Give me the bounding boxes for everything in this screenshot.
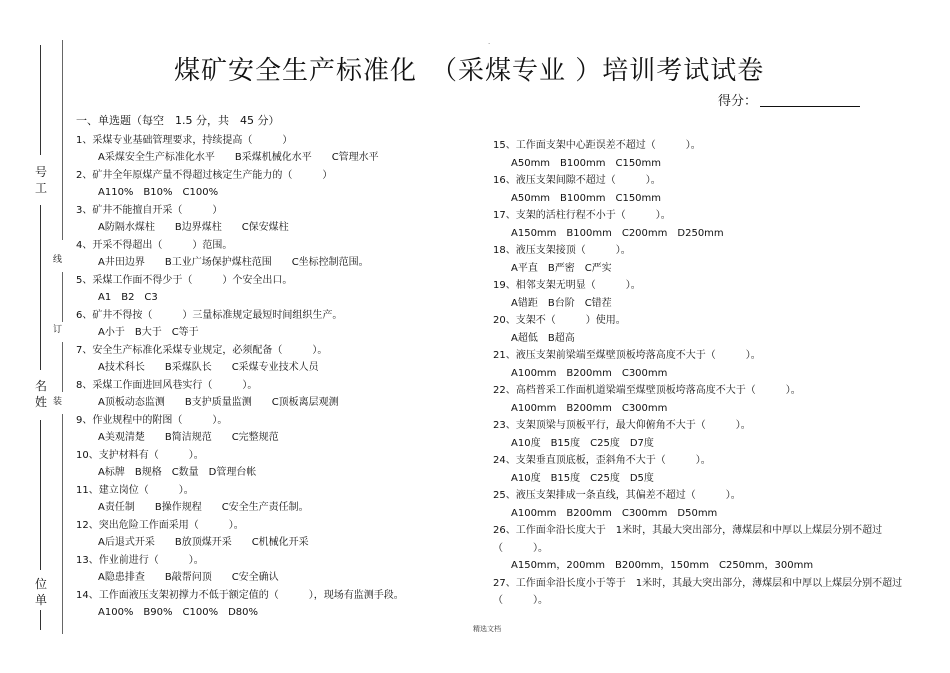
question-options: A10度 B15度 C25度 D7度 [511,437,654,449]
cut-line [62,40,63,240]
binding-line [40,45,41,155]
question-options: A1 B2 C3 [98,292,158,303]
question-options: A防隔水煤柱 B边界煤柱 C保安煤柱 [98,222,289,233]
question-options: A150mm B100mm C200mm D250mm [511,227,724,239]
binding-margin [0,0,70,673]
question-options: A采煤安全生产标准化水平 B采煤机械化水平 C管理水平 [98,152,379,163]
question-options: A隐患排查 B敲帮问顶 C安全确认 [98,572,279,583]
question-text: 21、液压支架前梁端至煤壁顶板垮落高度不大于（ ）。 [493,350,761,361]
question-text: 25、液压支架排成一条直线，其偏差不超过（ ）。 [493,490,741,501]
question-options: A超低 B超高 [511,332,575,344]
score-label: 得分： [718,94,758,109]
question-text: 11、建立岗位（ ）。 [76,484,194,496]
question-list-right [493,137,913,610]
question-text: 19、相邻支架无明显（ ）。 [493,280,641,291]
question-options: A110% B10% C100% [98,187,219,198]
question-options: A标牌 B规格 C数量 D管理台帐 [98,467,257,478]
ding-mark: 订 [53,325,63,335]
question-options: A10度 B15度 C25度 D5度 [511,472,654,484]
question-text: 26、工作面伞沿长度大于 1米时，其最大突出部分，薄煤层和中厚以上煤层分别不超过（ ）。 [493,525,883,554]
question-text: 27、工作面伞沿长度小于等于 1米时，其最大突出部分，薄煤层和中厚以上煤层分别不超过（ ）。 [493,577,903,606]
question-options: A美观清楚 B简洁规范 C完整规范 [98,432,279,443]
question-text: 2、矿井全年原煤产量不得超过核定生产能力的（ ） [76,169,333,181]
left-column [76,112,476,622]
page-dot: . [488,38,491,46]
question-text: 13、作业前进行（ ）。 [76,554,204,566]
question-text: 17、支架的活柱行程不小于（ ）。 [493,210,671,221]
zhuang-mark: 装 [53,397,63,407]
question-text: 14、工作面液压支架初撑力不低于额定值的（ ），现场有监测手段。 [76,589,404,601]
cut-line [62,342,63,392]
question-options: A50mm B100mm C150mm [511,157,662,169]
question-text: 15、工作面支架中心距误差不超过（ ）。 [493,140,701,151]
cut-line [62,272,63,322]
cut-line [62,414,63,634]
xian-mark: 线 [53,255,63,265]
question-options: A150mm，200mm B200mm，150mm C250mm，300mm [511,560,814,571]
binding-line [40,205,41,370]
question-text: 9、作业规程中的附图（ ）。 [76,414,228,426]
binding-line [40,610,41,630]
unit-label: 位单 [34,577,47,607]
score-blank-line [760,106,860,107]
question-text: 3、矿井不能擅自开采（ ） [76,204,223,216]
question-options: A井田边界 B工业广场保护煤柱范围 C坐标控制范围。 [98,257,369,268]
question-options: A100mm B200mm C300mm [511,367,668,379]
question-options: A平直 B严密 C严实 [511,262,612,274]
question-options: A100mm B200mm C300mm [511,402,668,414]
question-text: 7、安全生产标准化采煤专业规定，必须配备（ ）。 [76,344,328,356]
question-text: 23、支架顶梁与顶板平行，最大仰俯角不大于（ ）。 [493,420,751,431]
question-text: 1、采煤专业基础管理要求，持续提高（ ） [76,134,293,146]
section-title: 一、单选题（每空 1.5 分，共 45 分） [76,114,280,127]
question-options: A50mm B100mm C150mm [511,192,662,204]
question-options: A小于 B大于 C等于 [98,327,199,338]
question-text: 18、液压支架接顶（ ）。 [493,245,631,256]
binding-line [40,420,41,570]
question-text: 22、高档普采工作面机道梁端至煤壁顶板垮落高度不大于（ ）。 [493,385,801,396]
name-label: 名姓 [34,379,47,409]
question-text: 6、矿井不得按（ ）三量标准规定最短时间组织生产。 [76,309,343,321]
question-text: 24、支架垂直顶底板，歪斜角不大于（ ）。 [493,455,711,466]
footer-note: 精选文档 [473,625,501,633]
worker-id-label: 号工 [34,165,47,195]
question-list-left [76,132,476,622]
page-title: 煤矿安全生产标准化 （采煤专业 ）培训考试试卷 [174,56,765,86]
question-options: A100mm B200mm C300mm D50mm [511,507,718,519]
question-options: A错距 B台阶 C错茬 [511,297,612,309]
question-text: 4、开采不得超出（ ）范围。 [76,239,233,251]
question-text: 5、采煤工作面不得少于（ ）个安全出口。 [76,274,293,286]
question-options: A后退式开采 B放顶煤开采 C机械化开采 [98,537,309,548]
question-options: A顶板动态监测 B支护质量监测 C顶板离层观测 [98,397,339,408]
right-column [493,137,913,610]
question-text: 12、突出危险工作面采用（ ）。 [76,519,244,531]
question-text: 10、支护材料有（ ）。 [76,449,204,461]
question-text: 16、液压支架间隙不超过（ ）。 [493,175,661,186]
question-options: A100% B90% C100% D80% [98,607,259,618]
question-options: A责任制 B操作规程 C安全生产责任制。 [98,502,309,513]
question-text: 8、采煤工作面进回风巷实行（ ）。 [76,379,258,391]
question-text: 20、支架不（ ）使用。 [493,315,626,326]
question-options: A技术科长 B采煤队长 C采煤专业技术人员 [98,362,319,373]
